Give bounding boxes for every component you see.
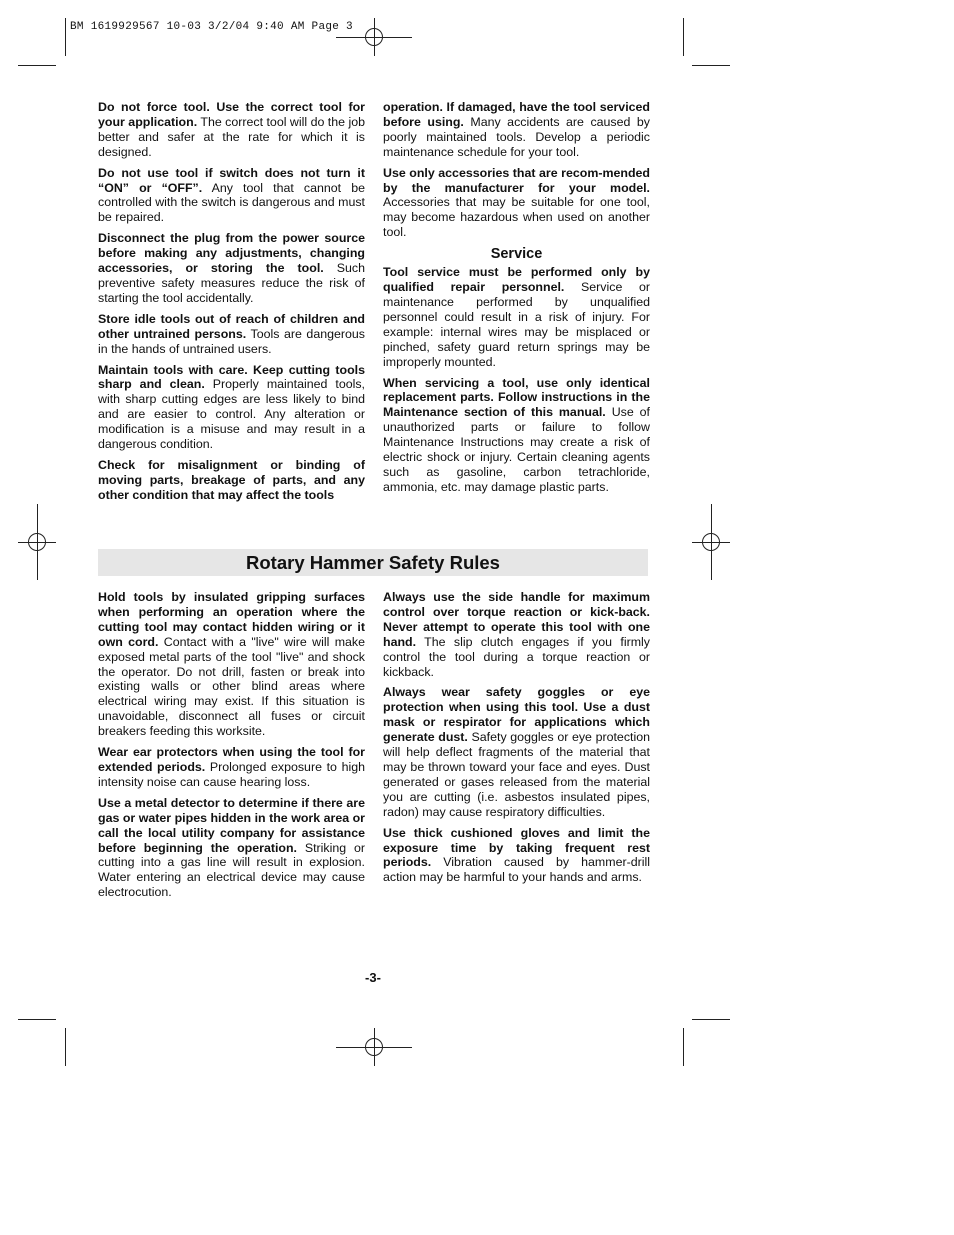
rule-paragraph: Do not force tool. Use the correct tool for your application. The correct tool will do the job better and safer at the rate for which it is designed. bbox=[98, 100, 366, 159]
rule-paragraph: Store idle tools out of reach of children and other untrained persons. Tools are dangerous in the hands of untrained users. bbox=[98, 311, 365, 356]
top-right-column bbox=[383, 100, 650, 501]
rule-paragraph: Always wear safety goggles or eye protection when using this tool. Use a dust mask or respirator for applications which generate dust. Safety goggles or eye protection will help deflect fragments of the material that may be thrown toward your face and eyes. Dust generated or gases released from the material you are cutting (i.e. asbestos insulated pipes, radon) may cause respiratory difficulties. bbox=[383, 685, 650, 819]
rule-paragraph: Check for misalignment or binding of moving parts, breakage of parts, and any other condition that may affect the tools bbox=[98, 457, 365, 502]
rule-paragraph: When servicing a tool, use only identical replacement parts. Follow instructions in the Maintenance section of this manual. Use of unauthorized parts or failure to follow Maintenance Instructions may create a risk of electric shock or injury. Certain cleaning agents such as gasoline, carbon tetrachloride, ammonia, etc. may damage plastic parts. bbox=[383, 375, 650, 494]
rule-paragraph: Use thick cushioned gloves and limit the exposure time by taking frequent rest periods. Vibration caused by hammer-drill action may be harmful to your hands and arms. bbox=[383, 825, 650, 885]
rule-paragraph: Always use the side handle for maximum control over torque reaction or kick-back. Never attempt to operate this tool with one hand. The slip clutch engages if you firmly control the tool during a torque reaction or kickback. bbox=[383, 590, 650, 679]
rule-paragraph: Use a metal detector to determine if there are gas or water pipes hidden in the work area or call the local utility company for assistance before beginning the operation. Striking or cutting into a gas line will result in explosion. Water entering an electrical device may cause electrocution. bbox=[98, 795, 365, 900]
bottom-right-column bbox=[383, 590, 650, 891]
printer-slug: BM 1619929567 10-03 3/2/04 9:40 AM Page 3 bbox=[70, 21, 353, 33]
rule-paragraph: Tool service must be performed only by qualified repair personnel. Service or maintenance performed by unqualified personnel could result in a risk of injury. For example: internal wires may be misplaced or pinched, safety guard return springs may be improperly mounted. bbox=[383, 265, 651, 369]
rule-paragraph: operation. If damaged, have the tool serviced before using. Many accidents are caused by poorly maintained tools. Develop a periodic maintenance schedule for your tool. bbox=[383, 100, 650, 159]
service-heading: Service bbox=[490, 246, 543, 263]
bottom-left-column bbox=[98, 590, 365, 906]
section-title: Rotary Hammer Safety Rules bbox=[98, 549, 648, 576]
rule-paragraph: Use only accessories that are recom-mended by the manufacturer for your model. Accessories that may be suitable for one tool, may become hazardous when used on another tool. bbox=[383, 165, 650, 240]
page-number: -3- bbox=[365, 970, 381, 985]
rule-paragraph: Do not use tool if switch does not turn it “ON” or “OFF”. Any tool that cannot be controlled with the switch is dangerous and must be repaired. bbox=[98, 165, 365, 225]
top-left-column bbox=[98, 100, 365, 509]
rule-paragraph: Maintain tools with care. Keep cutting tools sharp and clean. Properly maintained tools, with sharp cutting edges are less likely to bind and are easier to control. Any alteration or modification is a misuse and may result in a dangerous condition. bbox=[98, 362, 365, 452]
rule-paragraph: Wear ear protectors when using the tool for extended periods. Prolonged exposure to high intensity noise can cause hearing loss. bbox=[98, 745, 365, 789]
rule-paragraph: Hold tools by insulated gripping surfaces when performing an operation where the cutting tool may contact hidden wiring or it own cord. Contact with a "live" wire will make exposed metal parts of the tool "live" and shock the operator. Do not drill, fasten or break into existing walls or other blind areas where electrical wiring may exist. If this situation is unavoidable, disconnect all fuses or circuit breakers feeding this worksite. bbox=[98, 590, 365, 739]
rule-paragraph: Disconnect the plug from the power source before making any adjustments, changing accessories, or storing the tool. Such preventive safety measures reduce the risk of starting the tool accidentally. bbox=[98, 231, 365, 305]
